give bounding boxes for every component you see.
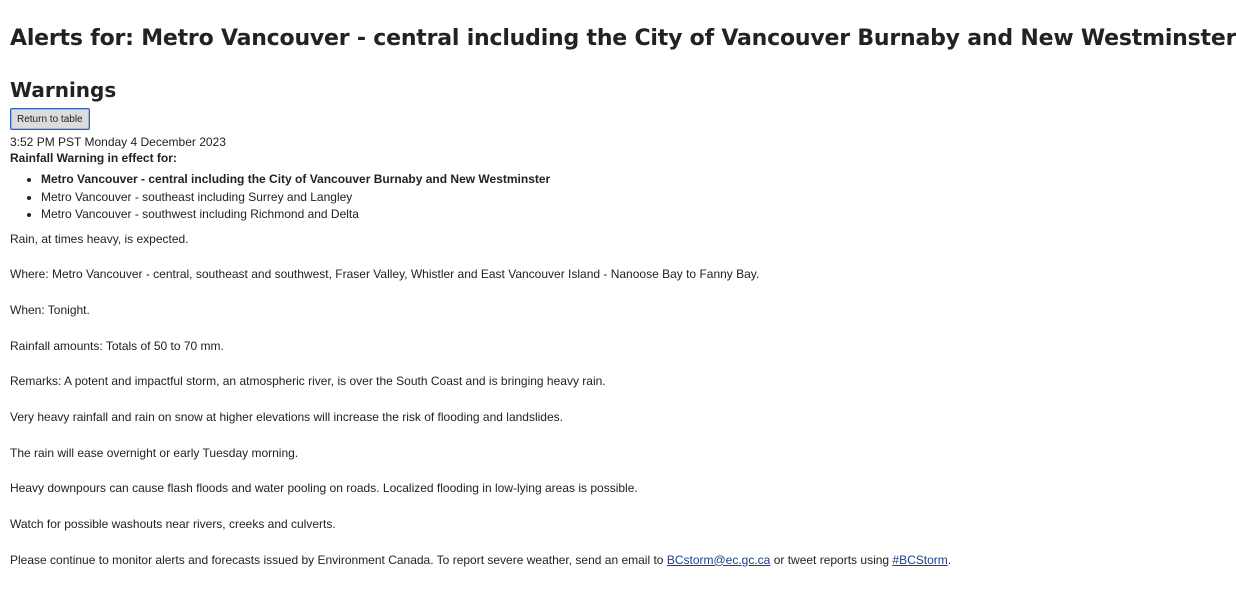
closing-text-after: .	[947, 552, 952, 567]
paragraph-rainfall-amounts: Rainfall amounts: Totals of 50 to 70 mm.	[10, 338, 224, 353]
list-item-region-southeast: • Metro Vancouver - southeast including Surrey and Langley	[41, 189, 1070, 207]
paragraph-closing	[10, 552, 1070, 568]
paragraph-where: Where: Metro Vancouver - central, southeast and southwest, Fraser Valley, Whistler and East Vancouver Island - Nanoose Bay to Fanny Bay.	[10, 267, 760, 282]
list-item-region-central: • Metro Vancouver - central including the City of Vancouver Burnaby and New Westminster	[41, 171, 1070, 189]
paragraph-summary: Rain, at times heavy, is expected.	[10, 231, 189, 246]
warning-heading: Rainfall Warning in effect for:	[10, 151, 177, 165]
paragraph-remarks: Remarks: A potent and impactful storm, an atmospheric river, is over the South Coast and is bringing heavy rain.	[10, 374, 606, 389]
paragraph-washouts: Watch for possible washouts near rivers, creeks and culverts.	[10, 517, 336, 531]
page-title: Alerts for: Metro Vancouver - central including the City of Vancouver Burnaby and New Westminster	[10, 26, 1236, 51]
hashtag-link[interactable]: #BCStorm	[892, 552, 948, 567]
section-heading-warnings: Warnings	[10, 78, 117, 102]
email-link[interactable]: BCstorm@ec.gc.ca	[666, 552, 771, 567]
list-item-region-southwest: • Metro Vancouver - southwest including Richmond and Delta	[41, 206, 1070, 224]
return-to-table-button[interactable]: Return to table	[10, 108, 90, 130]
closing-text-between: or tweet reports using	[770, 552, 893, 567]
paragraph-downpours: Heavy downpours can cause flash floods and water pooling on roads. Localized flooding in low-lying areas is possible.	[10, 481, 638, 496]
affected-regions-list	[10, 171, 1070, 224]
issued-timestamp: 3:52 PM PST Monday 4 December 2023	[10, 135, 226, 149]
paragraph-when: When: Tonight.	[10, 302, 90, 317]
closing-text-before-email: Please continue to monitor alerts and forecasts issued by Environment Canada. To report severe weather, send an email to	[10, 552, 667, 567]
warning-details	[10, 231, 1070, 568]
paragraph-easing: The rain will ease overnight or early Tuesday morning.	[10, 445, 299, 460]
paragraph-flooding-risk: Very heavy rainfall and rain on snow at higher elevations will increase the risk of flooding and landslides.	[10, 409, 563, 424]
